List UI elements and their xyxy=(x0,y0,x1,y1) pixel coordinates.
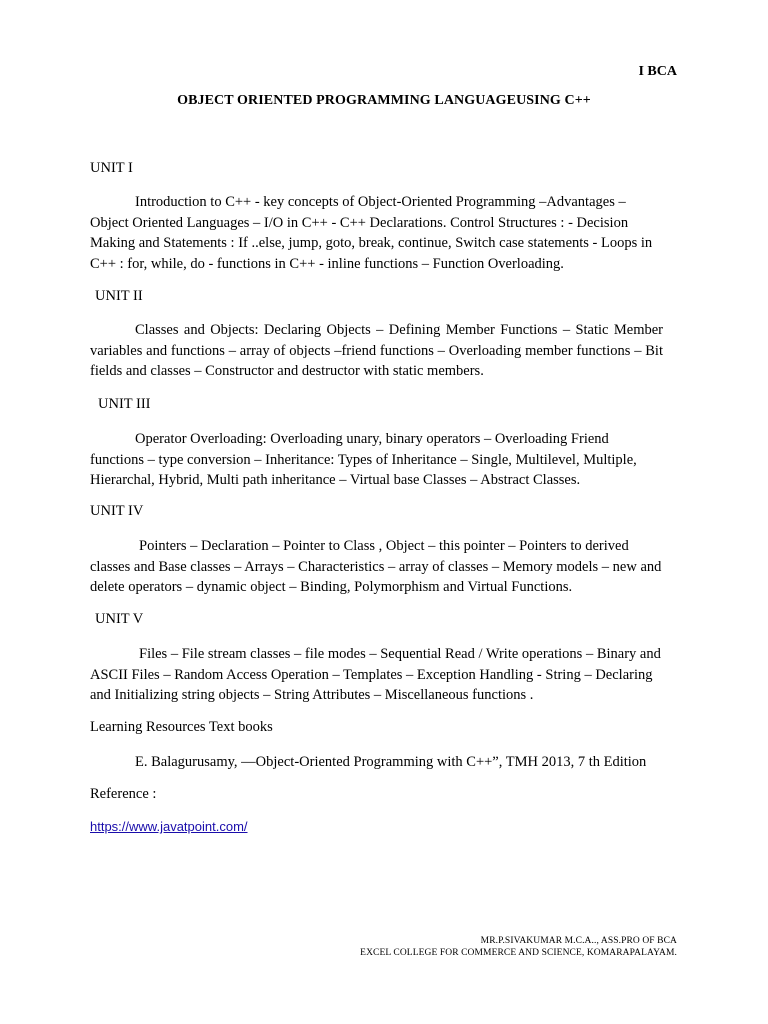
unit-1-text xyxy=(90,192,663,275)
unit-2-heading: UNIT II xyxy=(95,288,143,304)
textbook-entry xyxy=(90,752,690,773)
unit-2-body: Classes and Objects: Declaring Objects – Defining Member Functions – Static Member variables and functions – array of objects –friend functions – Overloading member functions – Bit fields and classes – Constructor and destructor with static members. xyxy=(90,322,663,380)
reference-label: Reference : xyxy=(90,786,157,802)
unit-1-heading: UNIT I xyxy=(90,160,133,176)
footer-college: EXCEL COLLEGE FOR COMMERCE AND SCIENCE, KOMARAPALAYAM. xyxy=(360,948,677,958)
unit-3-body: Operator Overloading: Overloading unary, binary operators – Overloading Friend functions – type conversion – Inheritance: Types of Inheritance – Single, Multilevel, Multiple, Hierarchal, Hybrid, Multi path inheritance – Virtual base Classes – Abstract Classes. xyxy=(90,431,637,489)
unit-4-body: Pointers – Declaration – Pointer to Class , Object – this pointer – Pointers to derived classes and Base classes – Arrays – Characteristics – array of classes – Memory models – new and delete operators – dynamic object – Binding, Polymorphism and Virtual Functions. xyxy=(90,538,662,596)
textbook-text: E. Balagurusamy, —Object-Oriented Programming with C++”, TMH 2013, 7 th Edition xyxy=(135,754,647,770)
unit-5-body: Files – File stream classes – file modes – Sequential Read / Write operations – Binary and ASCII Files – Random Access Operation – Templates – Exception Handling - String – Declaring and Initializing string objects – String Attributes – Miscellaneous functions . xyxy=(90,646,661,704)
unit-3-heading: UNIT III xyxy=(98,396,151,412)
unit-1-body: Introduction to C++ - key concepts of Object-Oriented Programming –Advantages – Object Oriented Languages – I/O in C++ - C++ Declarations. Control Structures : - Decision Making and Statements : If ..else, jump, goto, break, continue, Switch case statements - Loops in C++ : for, while, do - functions in C++ - inline functions – Function Overloading. xyxy=(90,194,653,273)
reference-link[interactable]: https://www.javatpoint.com/ xyxy=(90,819,248,834)
unit-5-heading: UNIT V xyxy=(95,611,144,627)
unit-2-text xyxy=(90,320,663,382)
resources-heading: Learning Resources Text books xyxy=(90,719,273,735)
footer-author: MR.P.SIVAKUMAR M.C.A.., ASS.PRO OF BCA xyxy=(480,936,677,946)
unit-4-heading: UNIT IV xyxy=(90,503,144,519)
unit-4-text xyxy=(90,536,663,598)
unit-5-text xyxy=(90,644,663,706)
page-title: OBJECT ORIENTED PROGRAMMING LANGUAGEUSING C++ xyxy=(177,93,591,108)
class-label: I BCA xyxy=(638,64,677,79)
unit-3-text xyxy=(90,429,663,491)
